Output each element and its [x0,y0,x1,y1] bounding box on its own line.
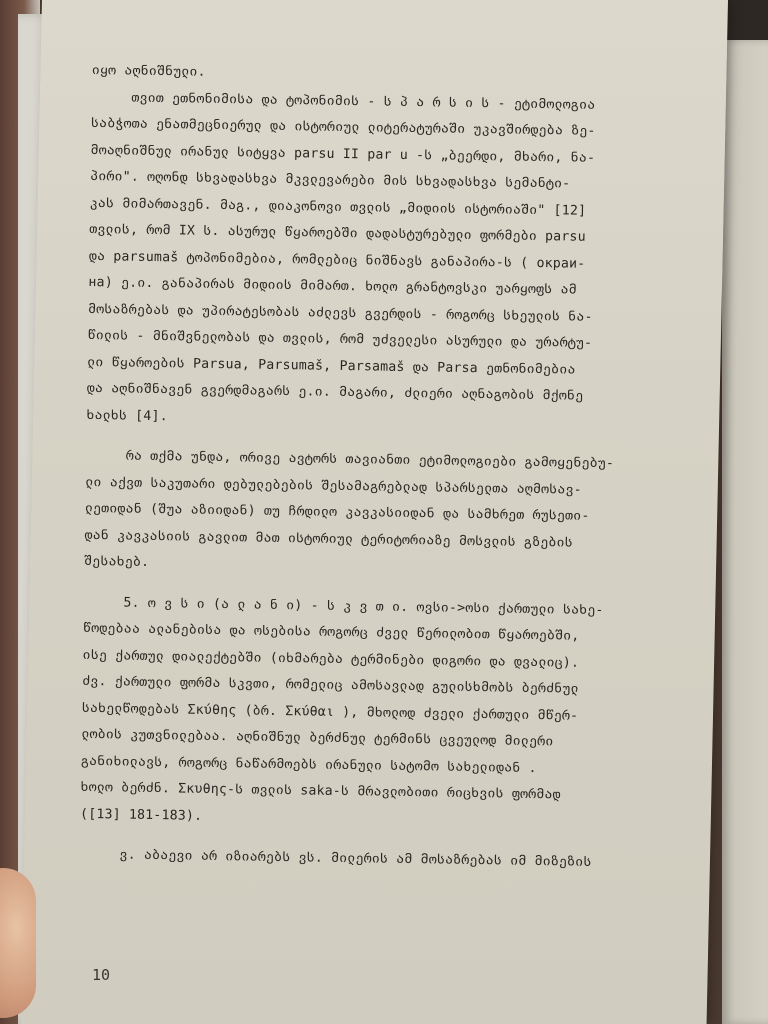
text-line: ლი აქვთ საკუთარი დებულებების შესამაგრებლად სპარსელთა აღმოსავ- [85,474,582,498]
text-line: ხოლო ბერძნ. Σκυθης-ს თვლის saka-ს მრავლობითი რიცხვის ფორმად [80,779,561,803]
text-line: თვლის, რომ IX ს. ასურულ წყაროებში დადასტურებული ფორმები parsu [89,221,586,245]
facing-page-edge [722,40,768,1024]
text-line: 5. ო ვ ს ი (ა ლ ა ნ ი) - ს კ ვ თ ი. ოვსი->ოსი ქართული სახე- [123,595,604,618]
text-line: მოაღნიშნულ ირანულ სიტყვა parsu II par u -ს „ბეერდი, მხარი, ნა- [90,142,596,166]
text-line: და აღნიშნავენ გვერდმაგარს ე.ი. მაგარი, ძლიერი აღნაგობის მქონე [86,380,584,404]
text-line: განიხილავს, როგორც ნაწარმოებს ირანული სატომო სახელიდან . [80,753,537,776]
text-line: ძვ. ქართული ფორმა სკვთი, რომელიც ამოსავლად გულისხმობს ბერძნულ [82,673,579,697]
text-line: დან კავკასიის გავლით მათ ისტორიულ ტერიტორიაზე მოსვლის გზების [84,527,573,551]
text-line: ისე ქართულ დიალექტებში (იხმარება ტერმინები დიგორი და დვალიც). [82,647,580,671]
text-line: წოდებაა ალანებისა და ოსებისა როგორც ძველ წერილობით წყაროებში, [82,620,580,644]
text-line: ლობის კუთვნილებაა. აღნიშნულ ბერძნულ ტერმინს ცვეულოდ მილერი [81,726,554,750]
text-line: ვ. აბაევი არ იზიარებს ვს. მილერის ამ მოსაზრებას იმ მიზეზის [119,847,592,870]
text-line: ხალხს [4]. [86,407,168,424]
page-number: 10 [92,966,111,984]
text-line: წილის - მნიშვნელობას და თვლის, რომ უძველესი ასურული და ურარტუ- [87,327,593,351]
text-line: პირი". ოღონდ სხვადასხვა მკვლევარები მის სხვადასხვა სემანტი- [90,168,571,192]
text-line: სახელწოდებას Σκύθης (ბრ. Σκύθαι ), მხოლოდ ძველი ქართული მწერ- [81,700,579,724]
text-line: კას მიმართავენ. მაგ., დიაკონოვი თვლის „მიდიის ისტორიაში" [12] [89,195,587,219]
text-line: შესახებ. [83,553,150,570]
text-line: თვით ეთნონიმისა და ტოპონიმის - ს პ ა რ ს ი ს - ეტიმოლოგია [131,90,596,113]
text-line: საბჭოთა ენათმეცნიერულ და ისტორიულ ლიტერატურაში უკავშირდება ზე- [90,115,596,139]
text-line: რა თქმა უნდა, ორივე ავტორს თავიანთი ეტიმოლოგიები გამოყენებუ- [125,448,615,472]
text-line: მოსაზრებას და უპირატესობას აძლევს გვერდის - როგორც სხეულის ნა- [87,301,593,325]
text-line: ლი წყაროების Parsua, Parsumaš, Parsamaš და Parsa ეთნონიმებია [87,354,576,378]
text-line: ([13] 181-183). [80,806,203,824]
page-text [79,58,692,878]
text-line: იყო აღნიშნული. [91,62,206,80]
thumb [0,868,36,1018]
text-line: на) ე.ი. განაპირას მიდიის მიმართ. ხოლო გრანტოვსკი უარყოფს ამ [88,274,577,298]
text-line: და parsumaš ტოპონიმებია, რომლებიც ნიშნავს განაპირა-ს ( окраи- [88,248,586,272]
text-line: ლეთიდან (შუა აზიიდან) თუ ჩრდილო კავკასიიდან და სამხრეთ რუსეთი- [84,500,590,524]
